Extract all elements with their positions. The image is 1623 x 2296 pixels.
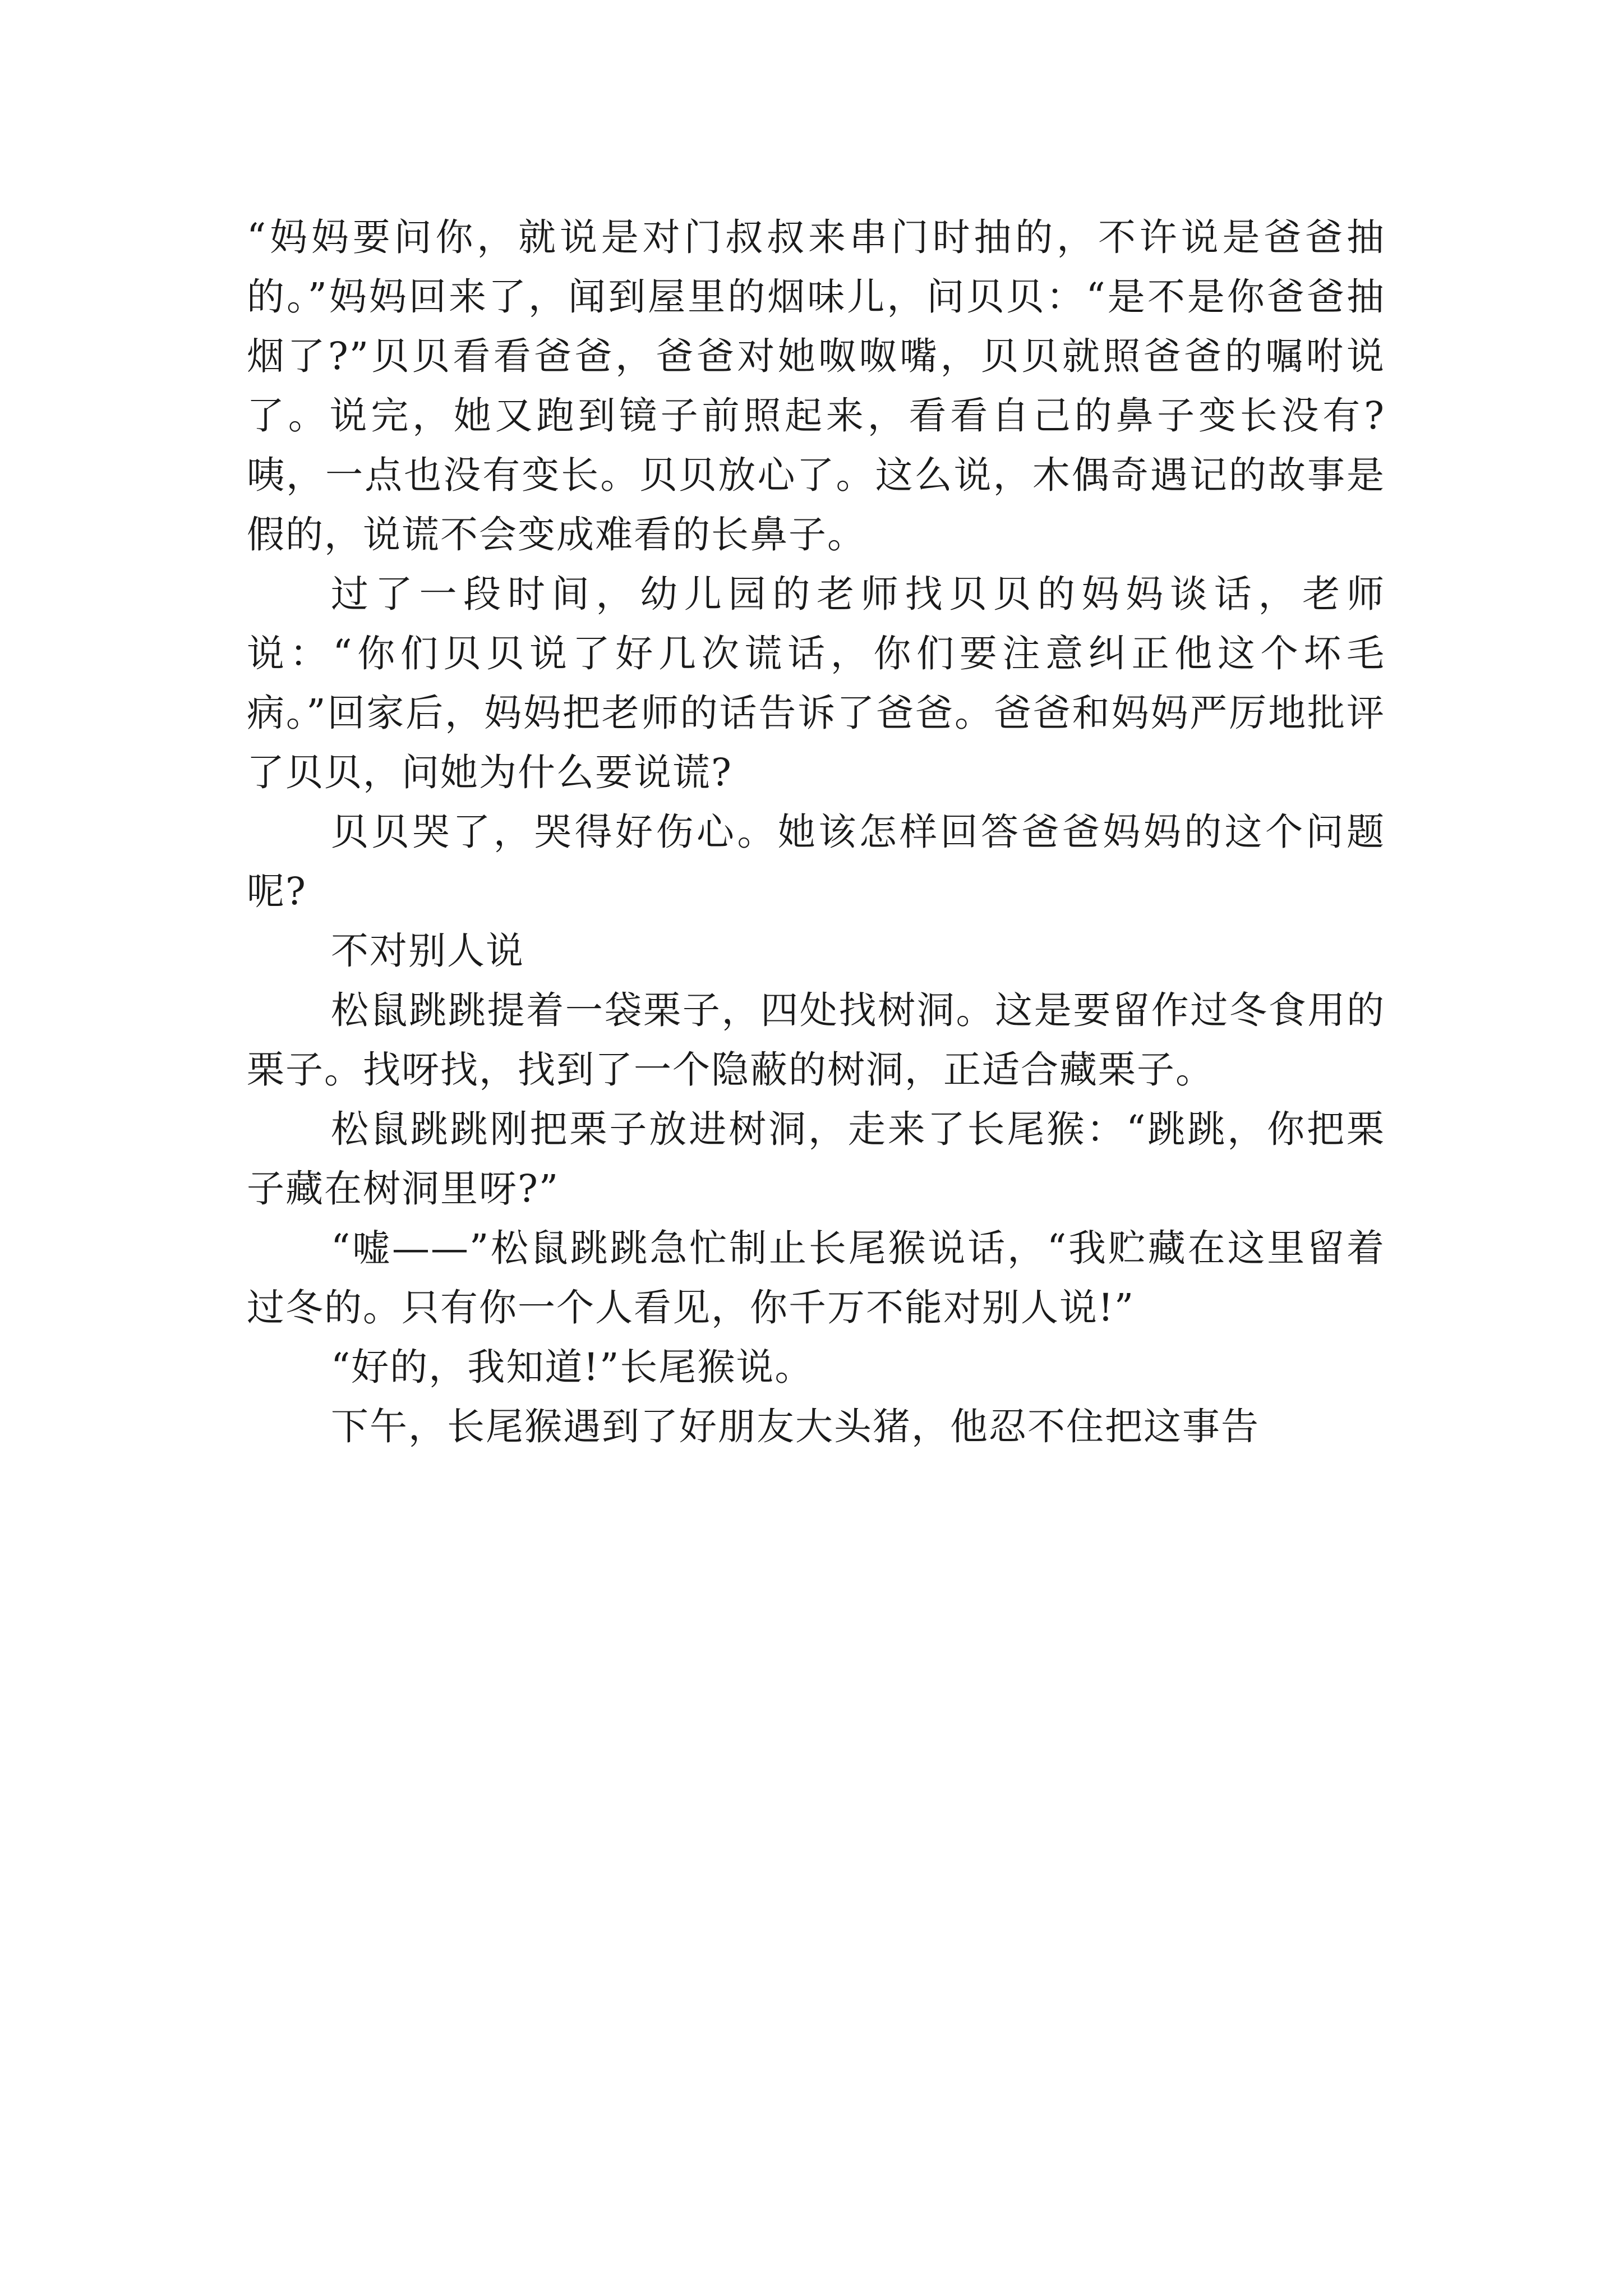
paragraph: “妈妈要问你，就说是对门叔叔来串门时抽的，不许说是爸爸抽的。”妈妈回来了，闻到屋里的烟味儿，问贝贝：“是不是你爸爸抽烟了?”贝贝看看爸爸，爸爸对她呶呶嘴，贝贝就照爸爸的嘱咐说了。说完，她又跑到镜子前照起来，看看自己的鼻子变长没有?咦，一点也没有变长。贝贝放心了。这么说，木偶奇遇记的故事是假的，说谎不会变成难看的长鼻子。 xyxy=(247,215,1385,556)
paragraph: 松鼠跳跳提着一袋栗子，四处找树洞。这是要留作过冬食用的栗子。找呀找，找到了一个隐蔽的树洞，正适合藏栗子。 xyxy=(247,988,1385,1092)
document-body xyxy=(247,208,1385,1456)
paragraph: “好的，我知道!”长尾猴说。 xyxy=(331,1345,814,1389)
paragraph: 松鼠跳跳刚把栗子放进树洞，走来了长尾猴：“跳跳，你把栗子藏在树洞里呀?” xyxy=(247,1107,1385,1211)
paragraph: “嘘——”松鼠跳跳急忙制止长尾猴说话，“我贮藏在这里留着过冬的。只有你一个人看见，你千万不能对别人说!” xyxy=(247,1226,1385,1329)
paragraph: 贝贝哭了，哭得好伤心。她该怎样回答爸爸妈妈的这个问题呢? xyxy=(247,810,1385,913)
section-heading: 不对别人说 xyxy=(331,929,524,973)
paragraph: 过了一段时间，幼儿园的老师找贝贝的妈妈谈话，老师说：“你们贝贝说了好几次谎话，你们要注意纠正他这个坏毛病。”回家后，妈妈把老师的话告诉了爸爸。爸爸和妈妈严厉地批评了贝贝，问她为什么要说谎? xyxy=(247,572,1385,794)
paragraph: 下午，长尾猴遇到了好朋友大头猪，他忍不住把这事告 xyxy=(331,1405,1260,1448)
